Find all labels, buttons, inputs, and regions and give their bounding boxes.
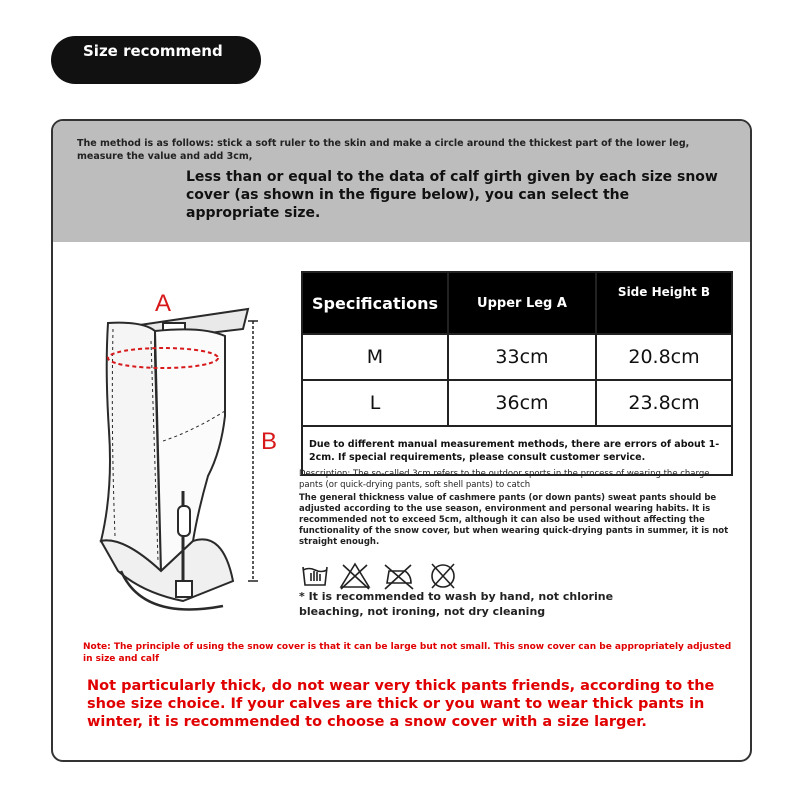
intro-panel [53,121,750,242]
care-instructions-text: * It is recommended to wash by hand, not chlorine bleaching, not ironing, not dry cleaning [299,590,614,618]
description-text: Description: The so-called 3cm refers to the outdoor sports in the process of wearing the charge pants (or quick-drying pants, soft shell pants) to catch [299,469,710,490]
size-selection-advice: Not particularly thick, do not wear very thick pants friends, according to the shoe size choice. If your calves are thick or you want to wear thick pants in winter, it is recommended to choose a snow cover with a size larger. [87,678,715,730]
header-upper-leg-a: Upper Leg A [448,272,596,334]
header-side-height-b: Side Height B [596,272,732,334]
measure-method-text: The method is as follows: stick a soft ruler to the skin and make a circle around the thickest part of the lower leg, measure the value and add 3cm, [77,138,690,162]
label-a: A [155,290,172,317]
header-specifications: Specifications [302,272,448,334]
gaiter-diagram [83,281,293,621]
height-measure-line [248,321,258,581]
upper-leg-cell: 33cm [448,334,596,380]
hand-wash-icon [303,567,327,585]
upper-leg-cell: 36cm [448,380,596,426]
table-row [302,334,732,380]
table-header-row [302,272,732,334]
usage-principle-note: Note: The principle of using the snow cover is that it can be large but not small. This snow cover can be appropriately adjusted in size and calf [83,642,732,664]
table-row [302,380,732,426]
side-height-cell: 20.8cm [596,334,732,380]
size-guide-card [51,119,752,762]
size-cell: M [302,334,448,380]
size-spec-table [301,271,733,476]
thickness-advice-text: The general thickness value of cashmere pants (or down pants) sweat pants should be adjusted according to the use season, environment and personal wearing habits. It is recommended not to exceed 5cm, although it can also be used without affecting the functionality of the snow cover, but when wearing quick-drying pants in summer, it is not straight enough. [299,493,729,547]
gaiter-outline-icon [101,309,248,609]
badge-label: Size recommend [83,42,223,60]
care-icons [301,561,561,591]
no-dry-clean-icon [432,564,454,588]
no-iron-icon [385,565,413,589]
no-bleach-icon [341,564,369,589]
size-instruction-text: Less than or equal to the data of calf girth given by each size snow cover (as shown in the figure below), you can select the appropriate size. [186,169,718,221]
size-cell: L [302,380,448,426]
side-height-cell: 23.8cm [596,380,732,426]
measurement-error-note: Due to different manual measurement methods, there are errors of about 1-2cm. If special requirements, please consult customer service. [302,426,732,475]
size-recommend-badge [51,36,261,84]
label-b: B [261,428,278,455]
table-note-row [302,426,732,475]
